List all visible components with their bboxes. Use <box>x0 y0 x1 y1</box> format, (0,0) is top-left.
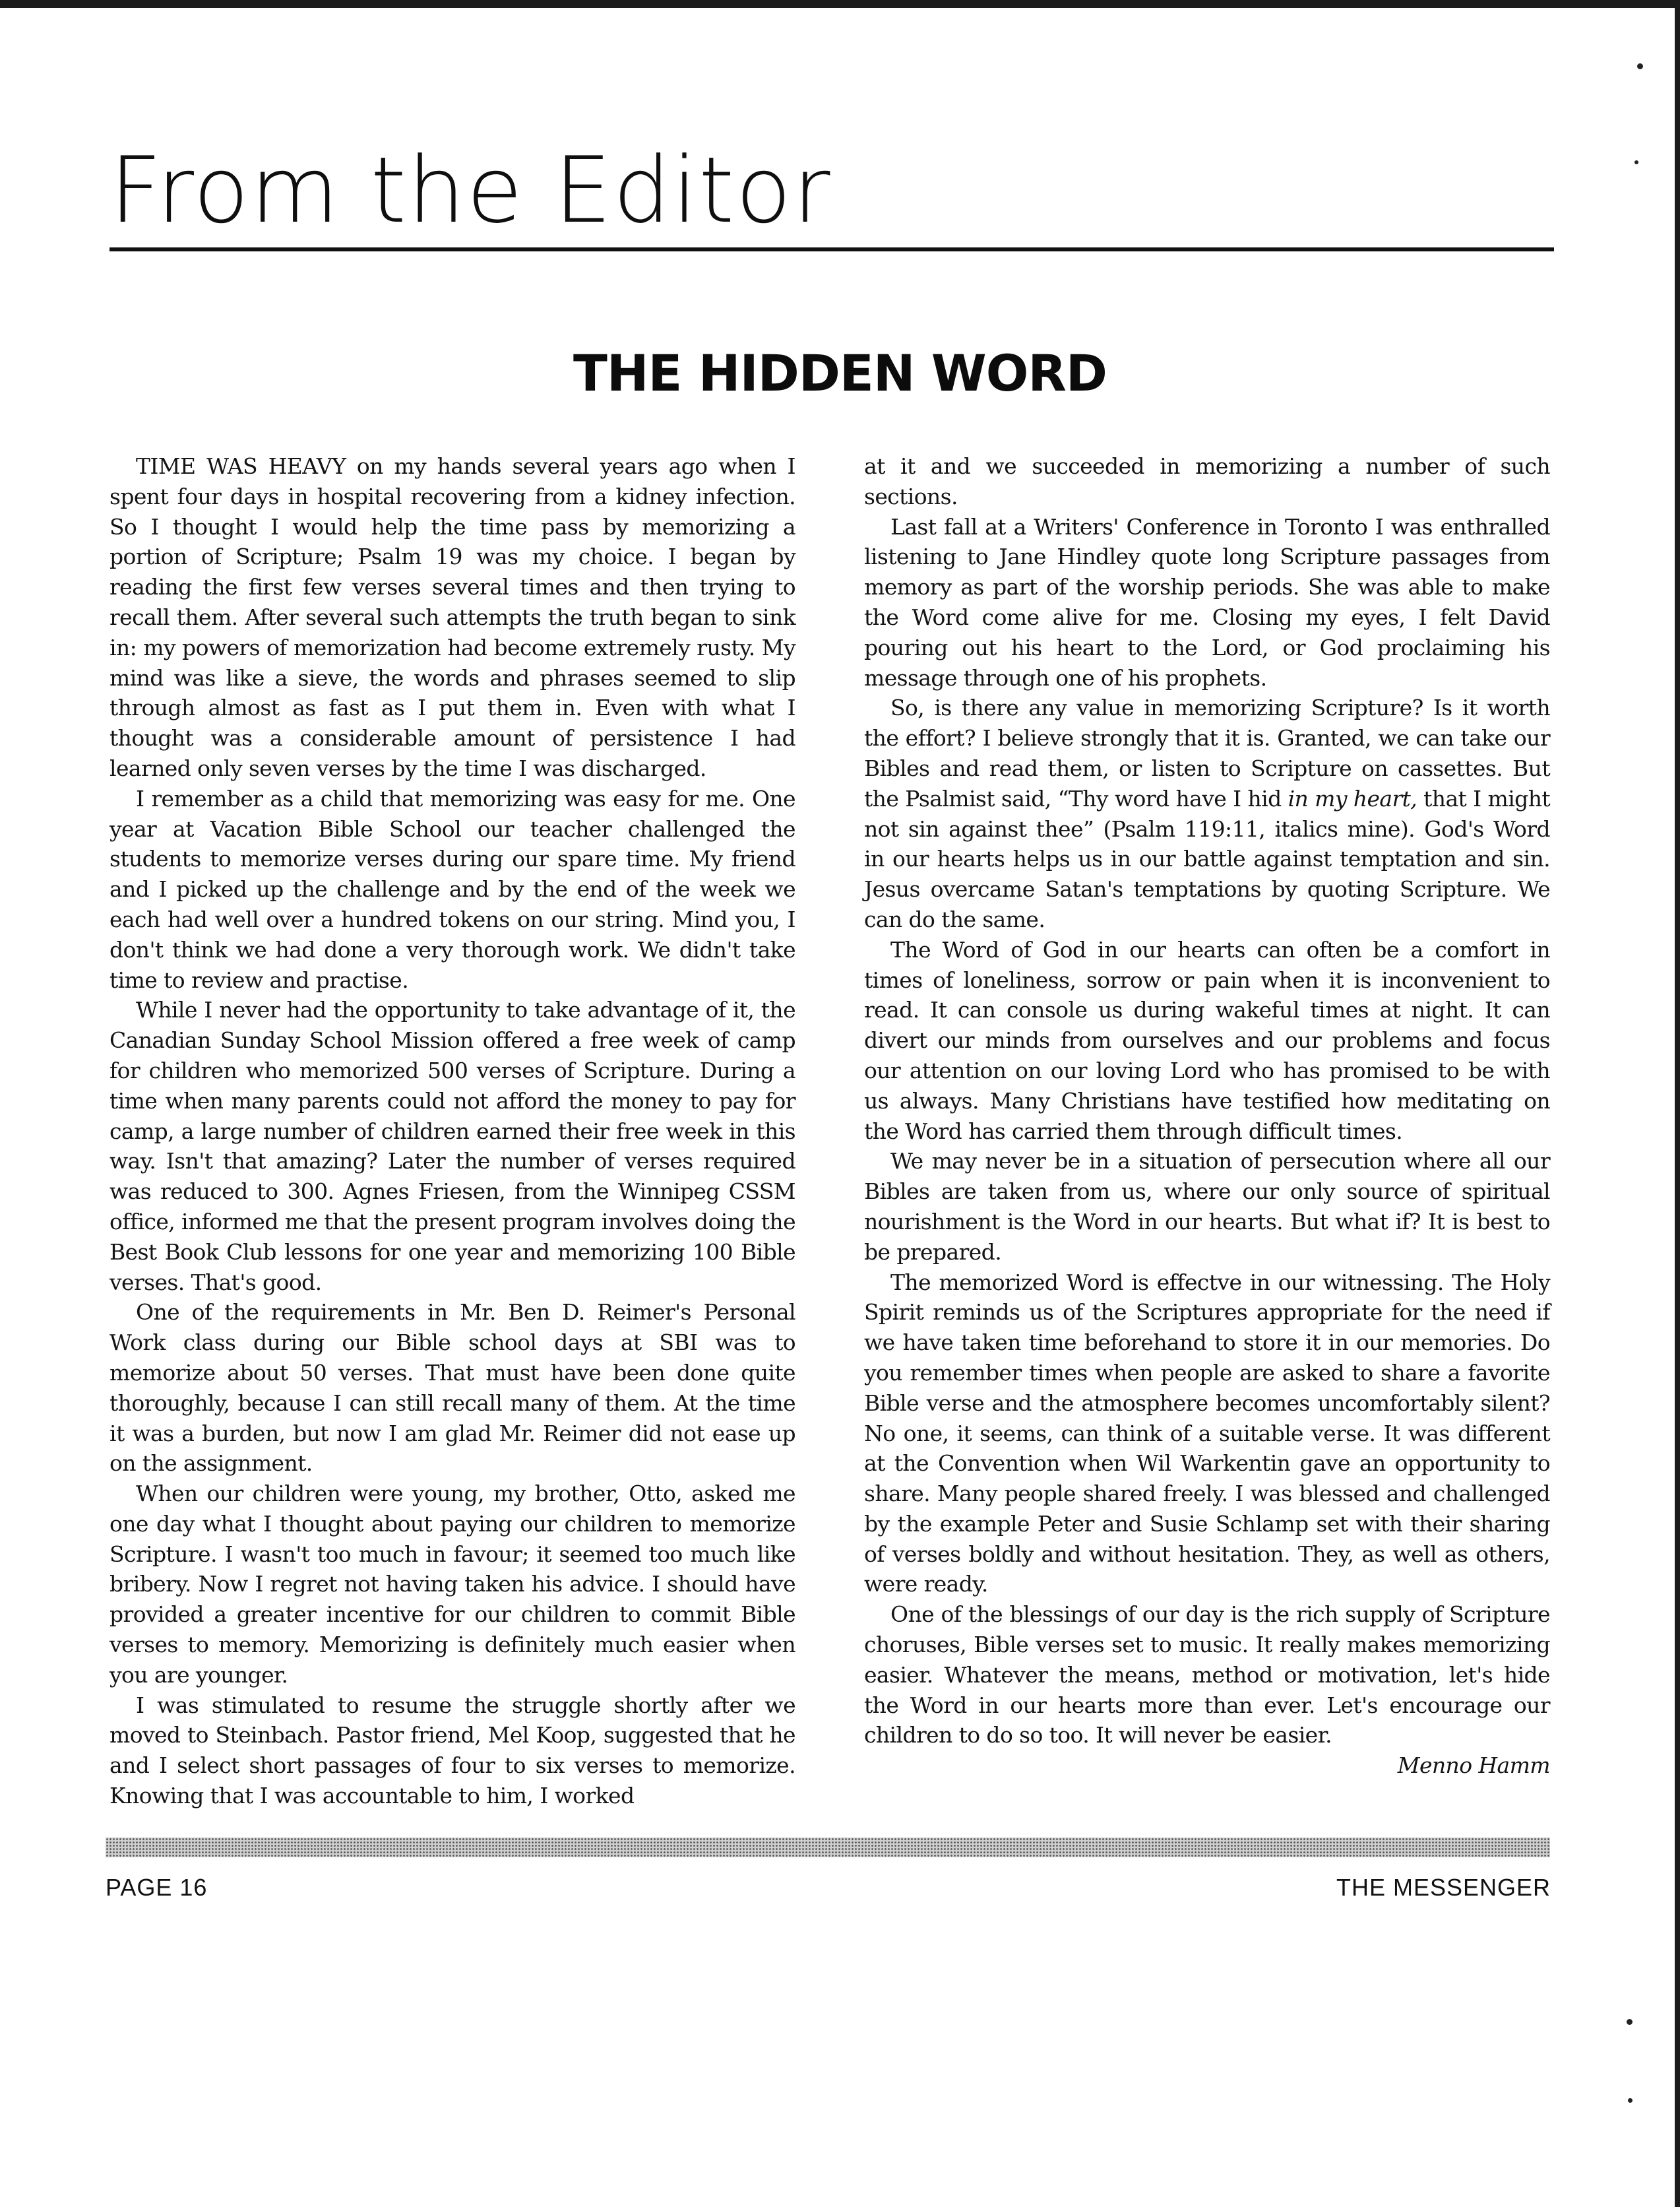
article-paragraph: Last fall at a Writers' Conference in Toronto I was enthralled listening to Jane Hindley quote long Scripture passages from memory as part of the worship periods. She was able to make the Word come alive for me. Closing my eyes, I felt David pouring out his heart to the Lord, or God proclaiming his message through one of his prophets. <box>864 513 1550 691</box>
article-paragraph-continuation: at it and we succeeded in memorizing a number of such sections. <box>864 453 1550 509</box>
article-column-right <box>864 451 1550 1781</box>
article-paragraph: When our children were young, my brother, Otto, asked me one day what I thought about paying our children to memorize Scripture. I wasn't too much in favour; it seemed too much like bribery. Now I regret not having taken his advice. I should have provided a greater incentive for our children to commit Bible verses to memory. Memorizing is definitely much easier when you are younger. <box>109 1481 795 1688</box>
scan-speck <box>1628 2098 1633 2103</box>
italic-emphasis: in my heart, <box>1288 785 1417 812</box>
publication-name: THE MESSENGER <box>1336 1874 1551 1901</box>
paragraph-text: that I might not sin against thee” (Psalm 119:11, italics mine). God's Word in our hearts helps us in our battle against temptation and sin. Jesus overcame Satan's temptations by quoting Scripture. We can do the same. <box>864 785 1551 932</box>
scan-edge-right <box>1675 0 1680 2207</box>
article-paragraph <box>864 693 1550 934</box>
article-paragraph: The memorized Word is effectve in our witnessing. The Holy Spirit reminds us of the Scriptures appropriate for the need if we have taken time beforehand to store it in our memories. Do you remember times when people are asked to share a favorite Bible verse and the atmosphere becomes uncomfortably silent? No one, it seems, can think of a suitable verse. It was different at the Convention when Wil Warkentin gave an opportunity to share. Many people shared freely. I was blessed and challenged by the example Peter and Susie Schlamp set with their sharing of verses boldly and without hesitation. They, as well as others, were ready. <box>864 1269 1550 1597</box>
article-paragraph: While I never had the opportunity to take advantage of it, the Canadian Sunday School Mission offered a free week of camp for children who memorized 500 verses of Scripture. During a time when many parents could not afford the money to pay for camp, a large number of children earned their free week in this way. Isn't that amazing? Later the number of verses required was reduced to 300. Agnes Friesen, from the Winnipeg CSSM office, informed me that the present program involves doing the Best Book Club lessons for one year and memorizing 100 Bible verses. That's good. <box>109 997 795 1295</box>
article-headline: THE HIDDEN WORD <box>573 344 1107 402</box>
article-paragraph: I remember as a child that memorizing was easy for me. One year at Vacation Bible School our teacher challenged the students to memorize verses during our spare time. My friend and I picked up the challenge and by the end of the week we each had well over a hundred tokens on our string. Mind you, I don't think we had done a very thorough work. We didn't take time to review and practise. <box>109 785 795 993</box>
scan-speck <box>1627 2019 1633 2025</box>
article-paragraph: We may never be in a situation of persecution where all our Bibles are taken from us, where our only source of spiritual nourishment is the Word in our hearts. But what if? It is best to be prepared. <box>864 1148 1550 1265</box>
article-paragraph: I was stimulated to resume the struggle shortly after we moved to Steinbach. Pastor friend, Mel Koop, suggested that he and I select short passages of four to six verses to memorize. Knowing that I was accountable to him, I worked <box>109 1692 795 1809</box>
article-paragraph: The Word of God in our hearts can often be a comfort in times of loneliness, sorrow or pain when it is inconvenient to read. It can console us during wakeful times at night. It can divert our minds from ourselves and our problems and focus our attention on our loving Lord who has promised to be with us always. Many Christians have testified how meditating on the Word has carried them through difficult times. <box>864 936 1550 1144</box>
paragraph-text: So, is there any value in memorizing Scripture? Is it worth the effort? I believe strongly that it is. Granted, we can take our Bibles and read them, or listen to Scripture on cassettes. But the Psalmist said, “Thy word have I hid <box>864 695 1550 812</box>
article-paragraph: One of the blessings of our day is the rich supply of Scripture choruses, Bible verses set to music. It really makes memorizing easier. Whatever the means, method or motivation, let's hide the Word in our hearts more than ever. Let's encourage our children to do so too. It will never be easier. <box>864 1601 1550 1748</box>
article-paragraph: One of the requirements in Mr. Ben D. Reimer's Personal Work class during our Bible school days at SBI was to memorize about 50 verses. That must have been done quite thoroughly, because I can still recall many of them. At the time it was a burden, but now I am glad Mr. Reimer did not ease up on the assignment. <box>109 1299 795 1477</box>
scan-speck <box>1637 63 1643 69</box>
scan-speck <box>1634 160 1638 164</box>
article-paragraph: TIME WAS HEAVY on my hands several years ago when I spent four days in hospital recovering from a kidney infection. So I thought I would help the time pass by memorizing a portion of Scripture; Psalm 19 was my choice. I began by reading the first few verses several times and then trying to recall them. After several such attempts the truth began to sink in: my powers of memorization had become extremely rusty. My mind was like a sieve, the words and phrases seemed to slip through almost as fast as I put them in. Even with what I thought was a considerable amount of persistence I had learned only seven verses by the time I was discharged. <box>109 453 795 781</box>
author-signature: Menno Hamm <box>1397 1752 1550 1779</box>
page-number: PAGE 16 <box>106 1874 208 1901</box>
section-title: From the Editor <box>109 137 832 243</box>
footer-halftone-band <box>106 1838 1550 1857</box>
article-column-left <box>109 451 795 1811</box>
scan-edge-top <box>0 0 1680 8</box>
section-title-rule <box>109 247 1554 251</box>
